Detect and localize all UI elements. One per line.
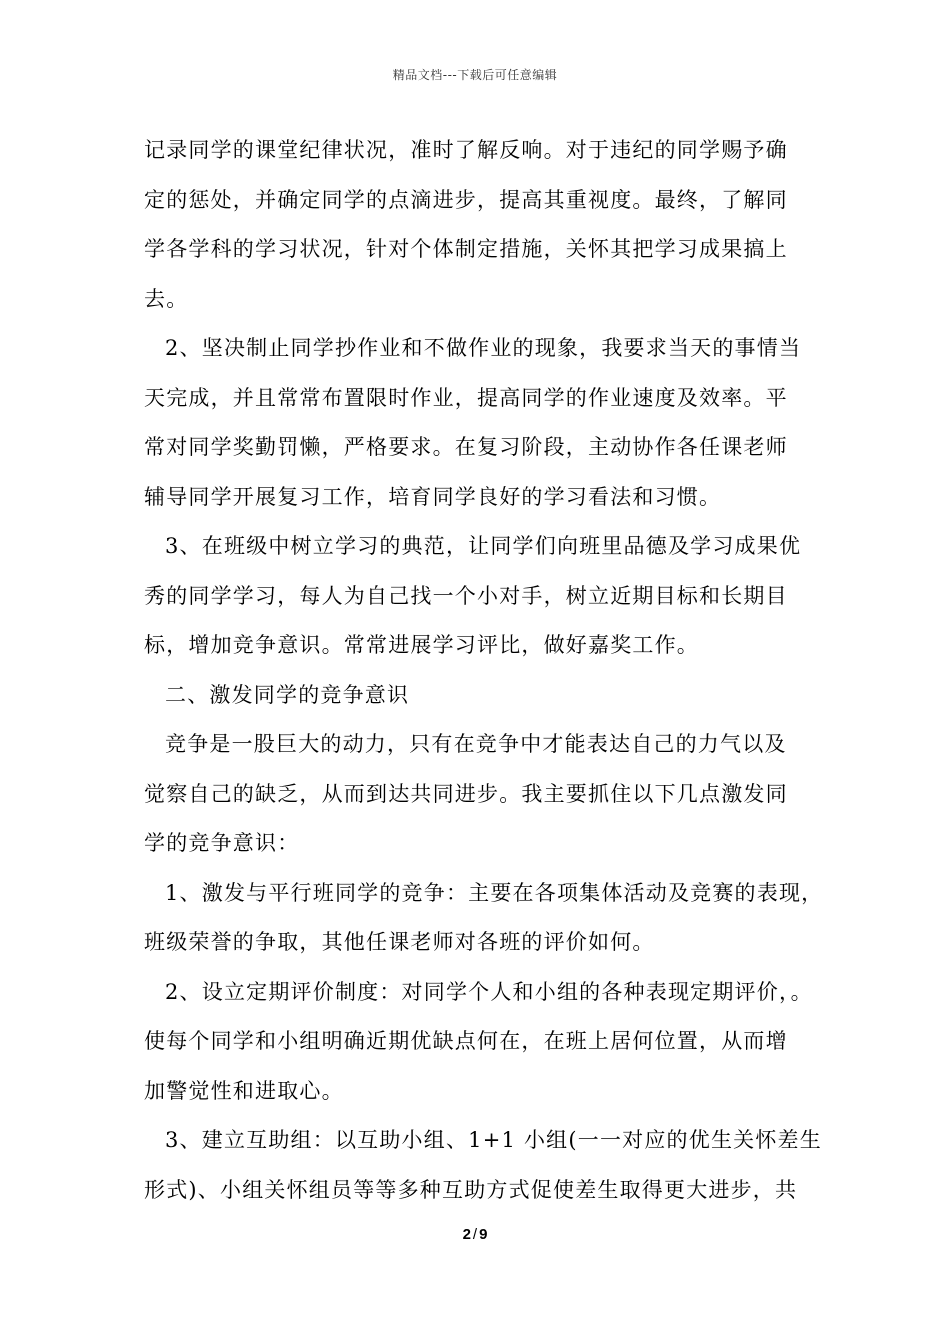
text-line-11: 标，增加竞争意识。常常进展学习评比，做好嘉奖工作。 [144,633,699,657]
text-line-20: 加警觉性和进取心。 [144,1078,344,1103]
text-line-6: 天完成，并且常常布置限时作业，提高同学的作业速度及效率。平 [144,385,788,410]
text-line-8: 辅导同学开展复习工作，培育同学良好的学习看法和习惯。 [144,484,722,509]
text-line-5: 2、坚决制止同学抄作业和不做作业的现象，我要求当天的事情当 [165,336,802,360]
text-line-22: 形式)、小组关怀组员等等多种互助方式促使差生取得更大进步，共 [144,1177,798,1202]
text-line-4: 去。 [144,286,189,311]
document-body [144,126,824,1215]
text-line-15: 学的竞争意识： [144,831,300,855]
current-page: 2 [462,1226,471,1243]
text-line-17: 班级荣誉的争取，其他任课老师对各班的评价如何。 [144,930,655,954]
text-line-18: 2、设立定期评价制度：对同学个人和小组的各种表现定期评价，。 [165,979,813,1004]
text-line-19: 使每个同学和小组明确近期优缺点何在，在班上居何位置，从而增 [144,1029,788,1053]
text-line-9: 3、在班级中树立学习的典范，让同学们向班里品德及学习成果优 [165,534,802,558]
text-line-10: 秀的同学学习，每人为自己找一个小对手，树立近期目标和长期目 [144,583,788,608]
page-number [0,1226,950,1243]
text-line-16: 1、激发与平行班同学的竞争：主要在各项集体活动及竞赛的表现， [165,880,824,905]
text-line-3: 学各学科的学习状况，针对个体制定措施，关怀其把学习成果搞上 [144,237,788,261]
total-pages: 9 [479,1226,488,1243]
page-separator: / [472,1226,478,1243]
text-line-2: 定的惩处，并确定同学的点滴进步，提高其重视度。最终，了解同 [144,187,788,212]
page-header [0,66,950,83]
header-text: 精品文档---下载后可任意编辑 [392,68,558,82]
text-line-1: 记录同学的课堂纪律状况，准时了解反响。对于违纪的同学赐予确 [144,138,788,162]
text-line-21: 3、建立互助组：以互助小组、1+1 小组(一一对应的优生关怀差生 [165,1128,822,1152]
text-line-14: 觉察自己的缺乏，从而到达共同进步。我主要抓住以下几点激发同 [144,781,788,806]
section-heading: 二、激发同学的竞争意识 [165,682,410,707]
text-line-13: 竞争是一股巨大的动力，只有在竞争中才能表达自己的力气以及 [165,732,787,756]
text-line-7: 常对同学奖勤罚懒，严格要求。在复习阶段，主动协作各任课老师 [144,435,788,459]
